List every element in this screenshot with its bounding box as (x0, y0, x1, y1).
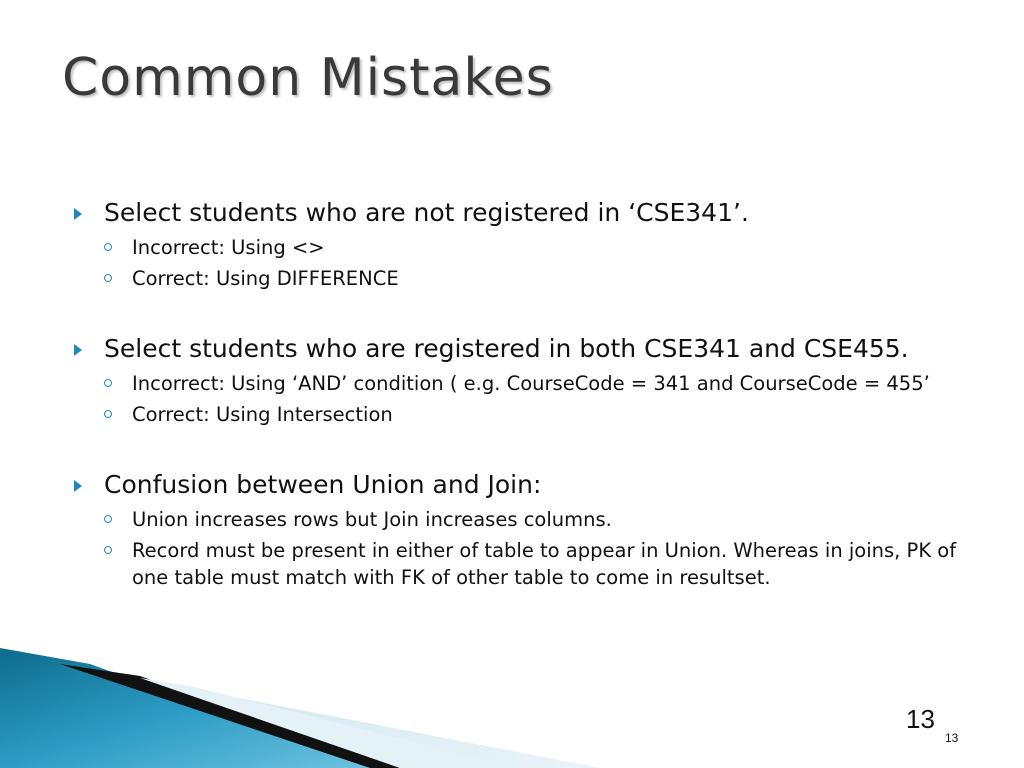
triangle-bullet-icon (74, 344, 82, 356)
slide-title: Common Mistakes (62, 48, 554, 108)
slide-number: 13 (906, 704, 935, 734)
bullet-1 (74, 196, 974, 230)
light-wave-stripe (140, 678, 520, 768)
bullet-list (74, 196, 974, 591)
bullet-1-sub-2 (104, 265, 974, 292)
bullet-3-text: Confusion between Union and Join: (104, 470, 542, 499)
bullet-2 (74, 332, 974, 366)
triangle-bullet-icon (74, 208, 82, 220)
teal-wave-band (0, 648, 380, 768)
bullet-3-sub-2 (104, 537, 974, 591)
bullet-1-sub-1-text: Incorrect: Using <> (132, 236, 325, 259)
bullet-3-sub-2-text: Record must be present in either of table to appear in Union. Whereas in joins, PK of one table must match with FK of other table to come in resultset. (132, 539, 957, 589)
circle-bullet-icon (104, 379, 112, 387)
bullet-1-text: Select students who are not registered in ‘CSE341’. (104, 198, 749, 227)
bullet-2-sub-2-text: Correct: Using Intersection (132, 403, 393, 426)
bullet-2-sub-2 (104, 401, 974, 428)
circle-bullet-icon (104, 515, 112, 523)
circle-bullet-icon (104, 243, 112, 251)
bullet-2-text: Select students who are registered in both CSE341 and CSE455. (104, 334, 909, 363)
bullet-2-sub-1-text: Incorrect: Using ‘AND’ condition ( e.g. CourseCode = 341 and CourseCode = 455’ (132, 372, 930, 395)
bullet-3 (74, 468, 974, 502)
bullet-2-sub-1 (104, 370, 974, 397)
triangle-bullet-icon (74, 480, 82, 492)
bullet-1-sub-1 (104, 234, 974, 261)
dark-wave-line (60, 664, 400, 768)
circle-bullet-icon (104, 410, 112, 418)
circle-bullet-icon (104, 546, 112, 554)
circle-bullet-icon (104, 274, 112, 282)
footer-slide-number: 13 (945, 731, 959, 745)
bullet-1-sub-2-text: Correct: Using DIFFERENCE (132, 267, 399, 290)
bullet-3-sub-1-text: Union increases rows but Join increases columns. (132, 508, 612, 531)
light-wave-band (0, 660, 600, 768)
bullet-3-sub-1 (104, 506, 974, 533)
